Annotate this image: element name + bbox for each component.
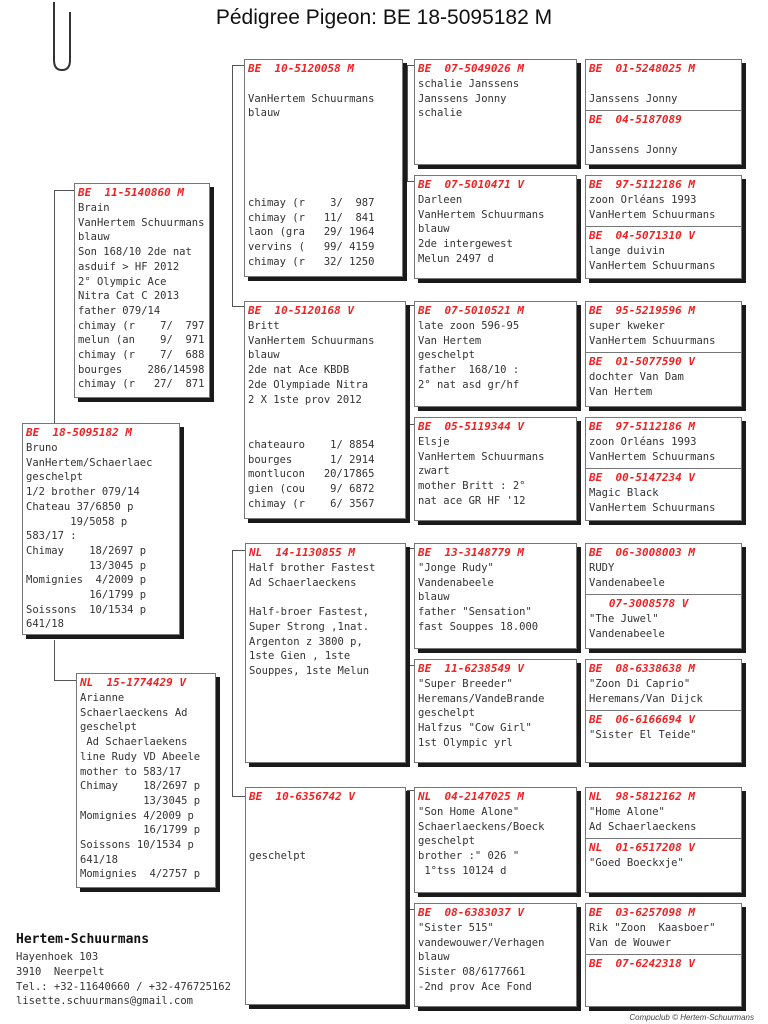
great-grandparent-card[interactable]	[414, 903, 577, 1007]
ring-number: BE 07-5010521 M	[418, 304, 524, 317]
breeder-address: Hayenhoek 103 3910 Neerpelt Tel.: +32-11640660 / +32-476725162 lisette.schuurmans@gmail.com	[16, 951, 231, 1008]
pigeon-details: RUDY Vandenabeele	[589, 562, 665, 589]
great-great-grandparents-card[interactable]	[585, 543, 742, 649]
sire-card[interactable]	[74, 183, 210, 398]
dam-section	[586, 954, 741, 972]
ring-number: BE 06-3008003 M	[589, 546, 695, 559]
ring-number: BE 08-6338638 M	[589, 662, 695, 675]
great-great-grandparents-card[interactable]	[585, 59, 742, 165]
ring-number: BE 08-6383037 V	[418, 906, 524, 919]
copyright-footer: Compuclub © Hertem-Schuurmans	[629, 1013, 754, 1022]
pigeon-details: "Sister 515" vandewouwer/Verhagen blauw Sister 08/6177661 -2nd prov Ace Fond	[418, 922, 545, 993]
great-great-grandparents-card[interactable]	[585, 175, 742, 279]
pigeon-details: late zoon 596-95 Van Hertem geschelpt father 168/10 : 2° nat asd gr/hf	[418, 320, 520, 391]
ring-number: BE 11-6238549 V	[418, 662, 524, 675]
ring-number: NL 04-2147025 M	[418, 790, 524, 803]
granddam-maternal-card[interactable]	[245, 787, 406, 1005]
pigeon-details: VanHertem Schuurmans blauw	[248, 92, 375, 120]
page-title: Pédigree Pigeon: BE 18-5095182 M	[215, 6, 553, 29]
ring-number: BE 10-5120168 V	[248, 304, 354, 317]
ring-number: BE 13-3148779 M	[418, 546, 524, 559]
pigeon-details: Arianne Schaerlaeckens Ad geschelpt Ad Schaerlaekens line Rudy VD Abeele mother to 583/17 Chimay 18/2697 p 13/3045 p Momignies 4/2009 p 16/1799 p Soissons 10/1534 p 641/18 Momignies 4/2757 p	[80, 692, 201, 881]
dam-section	[586, 838, 741, 871]
pigeon-details: Elsje VanHertem Schuurmans zwart mother Britt : 2° nat ace GR HF '12	[418, 436, 545, 507]
ring-number: NL 01-6517208 V	[589, 841, 695, 854]
ring-number: BE 97-5112186 M	[589, 420, 695, 433]
great-great-grandparents-card[interactable]	[585, 787, 742, 893]
race-results: chimay (r 3/ 987 chimay (r 11/ 841 laon (gra 29/ 1964 vervins ( 99/ 4159 chimay (r 32/ 1250	[248, 197, 375, 268]
dam-card[interactable]	[76, 673, 216, 888]
great-grandparent-card[interactable]	[414, 659, 577, 763]
great-grandparent-card[interactable]	[414, 787, 577, 893]
great-grandparent-card[interactable]	[414, 543, 577, 649]
ring-number: BE 01-5248025 M	[589, 62, 695, 75]
pigeon-details: Janssens Jonny	[589, 92, 678, 105]
ring-number: BE 01-5077590 V	[589, 355, 695, 368]
pigeon-details: "Zoon Di Caprio" Heremans/Van Dijck	[589, 678, 703, 705]
pigeon-details: "Super Breeder" Heremans/VandeBrande geschelpt Halfzus "Cow Girl" 1st Olympic yrl	[418, 678, 545, 749]
ring-number: NL 14-1130855 M	[249, 546, 355, 559]
great-great-grandparents-card[interactable]	[585, 301, 742, 407]
ring-number: BE 11-5140860 M	[78, 186, 184, 199]
pigeon-details: Magic Black VanHertem Schuurmans	[589, 487, 716, 514]
ring-number: NL 98-5812162 M	[589, 790, 695, 803]
pigeon-details: Half brother Fastest Ad Schaerlaeckens Half-broer Fastest, Super Strong ,1nat. Argenton z 3800 p, 1ste Gien , 1ste Souppes, 1ste Melun	[249, 562, 376, 677]
pigeon-details: "The Juwel" Vandenabeele	[589, 613, 665, 640]
granddam-paternal-card[interactable]	[244, 301, 406, 519]
pigeon-details: Britt VanHertem Schuurmans blauw 2de nat Ace KBDB 2de Olympiade Nitra 2 X 1ste prov 2012	[248, 320, 375, 406]
ring-number: BE 00-5147234 V	[589, 471, 695, 484]
great-grandparent-card[interactable]	[414, 301, 577, 407]
ring-number: BE 07-6242318 V	[589, 957, 695, 970]
ring-number: BE 18-5095182 M	[26, 426, 132, 439]
pigeon-details: dochter Van Dam Van Hertem	[589, 371, 684, 398]
dam-section	[586, 468, 741, 515]
ring-number: BE 04-5187089	[589, 113, 682, 126]
pigeon-details: "Son Home Alone" Schaerlaeckens/Boeck geschelpt brother :" 026 " 1°tss 10124 d	[418, 806, 545, 877]
ring-number: BE 03-6257098 M	[589, 906, 695, 919]
pigeon-details: "Jonge Rudy" Vandenabeele blauw father "Sensation" fast Souppes 18.000	[418, 562, 539, 633]
pigeon-details: super kweker VanHertem Schuurmans	[589, 320, 716, 347]
pigeon-details: "Sister El Teide"	[589, 729, 697, 741]
breeder-name: Hertem-Schuurmans	[16, 932, 150, 947]
great-great-grandparents-card[interactable]	[585, 903, 742, 1007]
dam-section	[586, 110, 741, 157]
ring-number: BE 97-5112186 M	[589, 178, 695, 191]
pigeon-details: "Home Alone" Ad Schaerlaeckens	[589, 806, 697, 833]
pigeon-details: Rik "Zoon Kaasboer" Van de Wouwer	[589, 922, 716, 949]
ring-number: BE 05-5119344 V	[418, 420, 524, 433]
dam-section	[586, 594, 741, 641]
pigeon-details: Brain VanHertem Schuurmans blauw Son 168/10 2de nat asduif > HF 2012 2° Olympic Ace Nitra Cat C 2013 father 079/14 chimay (r 7/ 797 melun (an 9/ 971 chimay (r 7/ 688 bourges 286/14598 chimay (r 27/ 871	[78, 202, 205, 391]
ring-number: BE 06-6166694 V	[589, 713, 695, 726]
ring-number: BE 07-5010471 V	[418, 178, 524, 191]
pigeon-details: Janssens Jonny	[589, 143, 678, 156]
ring-number: NL 15-1774429 V	[80, 676, 186, 689]
ring-number: BE 10-6356742 V	[249, 790, 355, 803]
great-grandparent-card[interactable]	[414, 175, 577, 279]
great-grandparent-card[interactable]	[414, 59, 577, 165]
ring-number: BE 10-5120058 M	[248, 62, 354, 75]
subject-card[interactable]	[22, 423, 180, 635]
ring-number: BE 07-5049026 M	[418, 62, 524, 75]
grandsire-maternal-card[interactable]	[245, 543, 406, 763]
breeder-info	[16, 932, 231, 1009]
race-results: chateauro 1/ 8854 bourges 1/ 2914 montlucon 20/17865 gien (cou 9/ 6872 chimay (r 6/ 3567	[248, 439, 375, 510]
pigeon-details: schalie Janssens Janssens Jonny schalie	[418, 78, 520, 120]
ring-number: BE 04-5071310 V	[589, 229, 695, 242]
dam-section	[586, 226, 741, 273]
dam-section	[586, 710, 741, 743]
connector	[54, 190, 75, 427]
pigeon-details: Darleen VanHertem Schuurmans blauw 2de intergewest Melun 2497 d	[418, 194, 545, 265]
pigeon-details: zoon Orléans 1993 VanHertem Schuurmans	[589, 436, 716, 463]
grandsire-paternal-card[interactable]	[244, 59, 403, 277]
pigeon-details: "Goed Boeckxje"	[589, 857, 684, 869]
pigeon-details: geschelpt	[249, 850, 306, 863]
paper-clip-icon	[40, 0, 76, 72]
great-great-grandparents-card[interactable]	[585, 417, 742, 521]
pigeon-details: lange duivin VanHertem Schuurmans	[589, 245, 716, 272]
great-grandparent-card[interactable]	[414, 417, 577, 521]
dam-section	[586, 352, 741, 399]
ring-number: 07-3008578 V	[589, 597, 689, 610]
pigeon-details: zoon Orléans 1993 VanHertem Schuurmans	[589, 194, 716, 221]
great-great-grandparents-card[interactable]	[585, 659, 742, 763]
pigeon-details: Bruno VanHertem/Schaerlaec geschelpt 1/2 brother 079/14 Chateau 37/6850 p 19/5058 p 583/17 : Chimay 18/2697 p 13/3045 p Momignies 4/2009 p 16/1799 p Soissons 10/1534 p 641/18	[26, 442, 153, 631]
ring-number: BE 95-5219596 M	[589, 304, 695, 317]
connector	[232, 550, 245, 797]
